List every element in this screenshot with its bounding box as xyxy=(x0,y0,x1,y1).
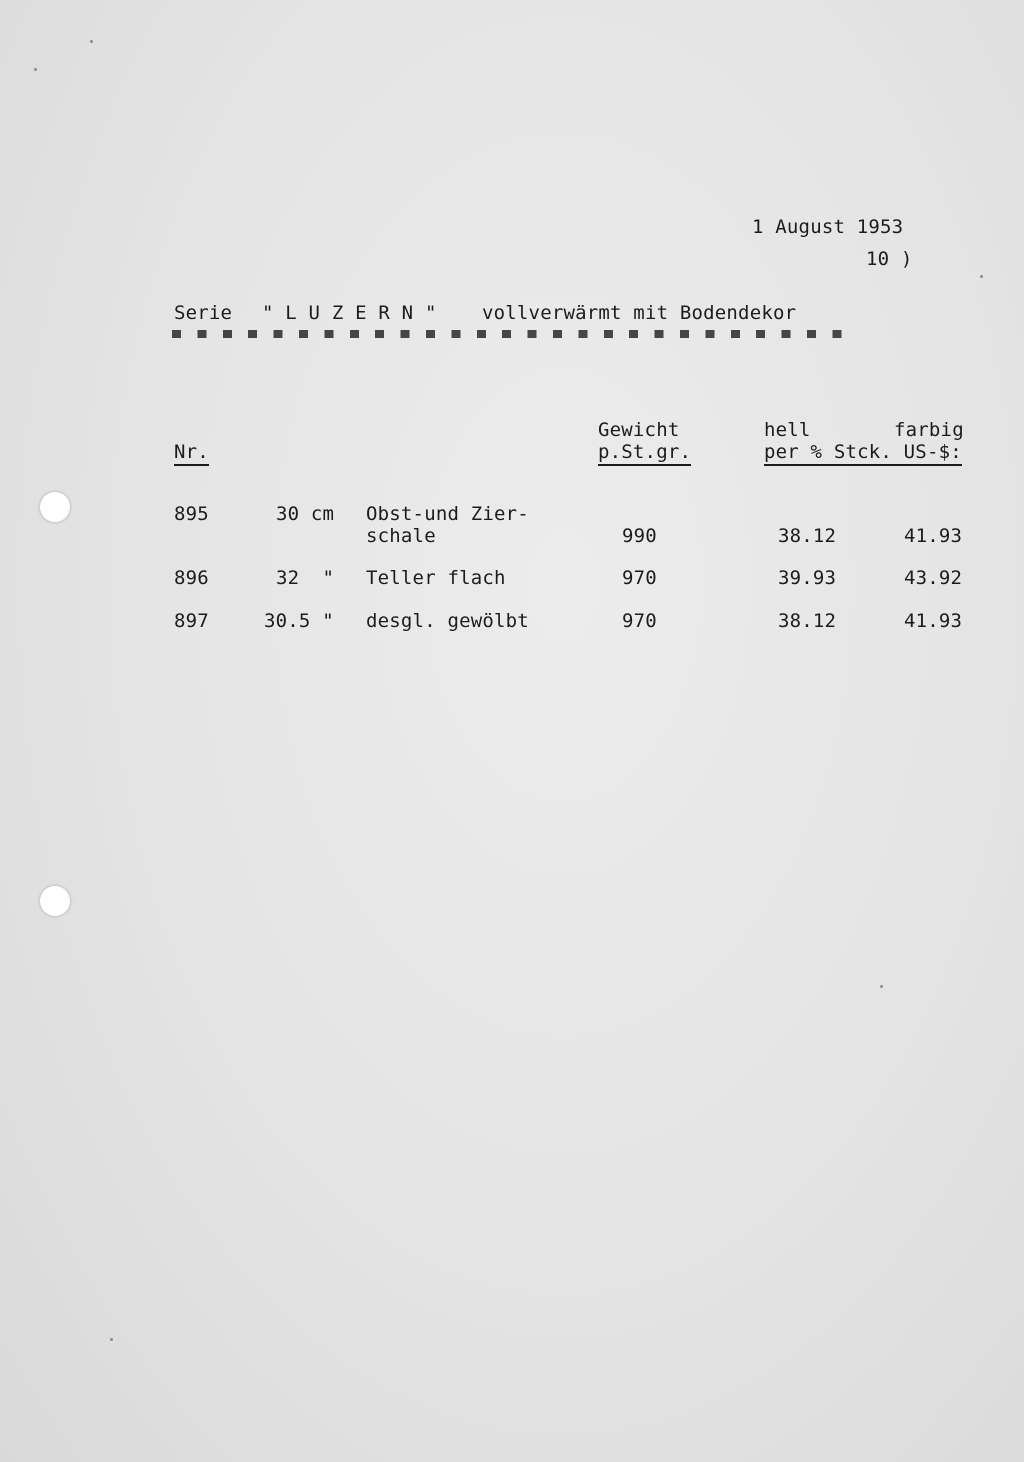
row-price-hell: 39.93 xyxy=(778,567,837,589)
row-price-farbig: 43.92 xyxy=(904,567,963,589)
row-size: 32 " xyxy=(276,567,335,589)
column-header-farbig: farbig xyxy=(894,419,964,441)
speck xyxy=(110,1338,113,1341)
row-description: desgl. gewölbt xyxy=(366,610,529,632)
speck xyxy=(980,275,983,278)
row-price-hell: 38.12 xyxy=(778,610,837,632)
series-description: vollverwärmt mit Bodendekor xyxy=(482,302,797,324)
row-weight: 990 xyxy=(622,525,657,547)
column-header-weight-line2: p.St.gr. xyxy=(598,441,691,466)
series-name: " L U Z E R N " xyxy=(262,302,437,324)
column-header-nr: Nr. xyxy=(174,441,209,466)
speck xyxy=(880,985,883,988)
document-date: 1 August 1953 xyxy=(752,216,904,238)
punch-hole-top xyxy=(40,492,70,522)
row-size: 30 cm xyxy=(276,503,335,525)
speck xyxy=(90,40,93,43)
row-price-hell: 38.12 xyxy=(778,525,837,547)
series-label: Serie xyxy=(174,302,233,324)
column-header-price-unit: per % Stck. US-$: xyxy=(764,441,962,466)
row-description: Obst-und Zier- xyxy=(366,503,529,525)
speck xyxy=(34,68,37,71)
row-nr: 895 xyxy=(174,503,209,525)
row-description-continued: schale xyxy=(366,525,436,547)
title-double-underline xyxy=(172,330,856,336)
page-reference: 10 ) xyxy=(866,248,913,270)
row-nr: 897 xyxy=(174,610,209,632)
row-price-farbig: 41.93 xyxy=(904,610,963,632)
column-header-weight-line1: Gewicht xyxy=(598,419,680,441)
row-price-farbig: 41.93 xyxy=(904,525,963,547)
row-weight: 970 xyxy=(622,610,657,632)
row-nr: 896 xyxy=(174,567,209,589)
row-description: Teller flach xyxy=(366,567,506,589)
punch-hole-bottom xyxy=(40,886,70,916)
row-weight: 970 xyxy=(622,567,657,589)
column-header-hell: hell xyxy=(764,419,811,441)
row-size: 30.5 " xyxy=(264,610,334,632)
